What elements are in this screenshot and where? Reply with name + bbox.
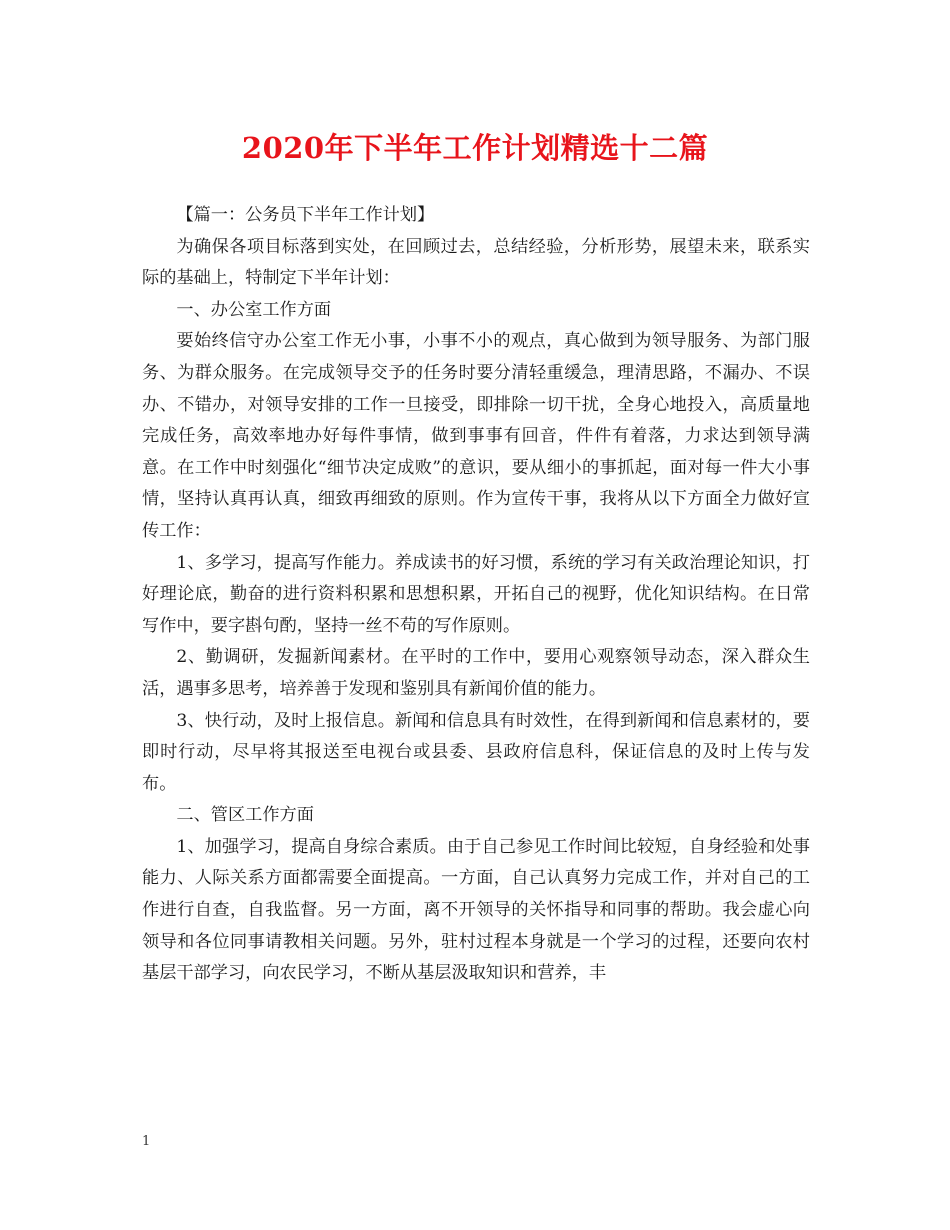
document-body: [142, 200, 810, 990]
paragraph-item-study: 1、多学习，提高写作能力。养成读书的好习惯，系统的学习有关政治理论知识，打好理论底，勤奋的进行资料积累和思想积累，开拓自己的视野，优化知识结构。在日常写作中，要字斟句酌，坚持一丝不苟的写作原则。: [142, 552, 810, 636]
paragraph-item-report: 3、快行动，及时上报信息。新闻和信息具有时效性，在得到新闻和信息素材的，要即时行动，尽早将其报送至电视台或县委、县政府信息科，保证信息的及时上传与发布。: [142, 710, 810, 794]
paragraph-section-heading: 【篇一：公务员下半年工作计划】: [176, 205, 435, 225]
document-title: 2020年下半年工作计划精选十二篇: [241, 131, 709, 165]
paragraph-intro: 为确保各项目标落到实处，在回顾过去，总结经验，分析形势，展望未来，联系实际的基础上，特制定下半年计划：: [142, 236, 810, 289]
paragraph-district-body: 1、加强学习，提高自身综合素质。由于自己参见工作时间比较短，自身经验和处事能力、人际关系方面都需要全面提高。一方面，自己认真努力完成工作，并对自己的工作进行自查，自我监督。另一方面，离不开领导的关怀指导和同事的帮助。我会虚心向领导和各位同事请教相关问题。另外，驻村过程本身就是一个学习的过程，还要向农村基层干部学习，向农民学习，不断从基层汲取知识和营养，丰: [142, 836, 810, 984]
paragraph-office-heading: 一、办公室工作方面: [176, 299, 332, 320]
paragraph-item-research: 2、勤调研，发掘新闻素材。在平时的工作中，要用心观察领导动态，深入群众生活，遇事多思考，培养善于发现和鉴别具有新闻价值的能力。: [142, 647, 810, 699]
paragraph-office-body: 要始终信守办公室工作无小事，小事不小的观点，真心做到为领导服务、为部门服务、为群众服务。在完成领导交予的任务时要分清轻重缓急，理清思路，不漏办、不误办、不错办，对领导安排的工作一旦接受，即排除一切干扰，全身心地投入，高质量地完成任务，高效率地办好每件事情，做到事事有回音，件件有着落，力求达到领导满意。在工作中时刻强化“细节决定成败”的意识，要从细小的事抓起，面对每一件大小事情，坚持认真再认真，细致再细致的原则。作为宣传干事，我将从以下方面全力做好宣传工作：: [142, 331, 810, 541]
paragraph-district-heading: 二、管区工作方面: [176, 805, 314, 826]
page-number: 1: [142, 1134, 151, 1149]
